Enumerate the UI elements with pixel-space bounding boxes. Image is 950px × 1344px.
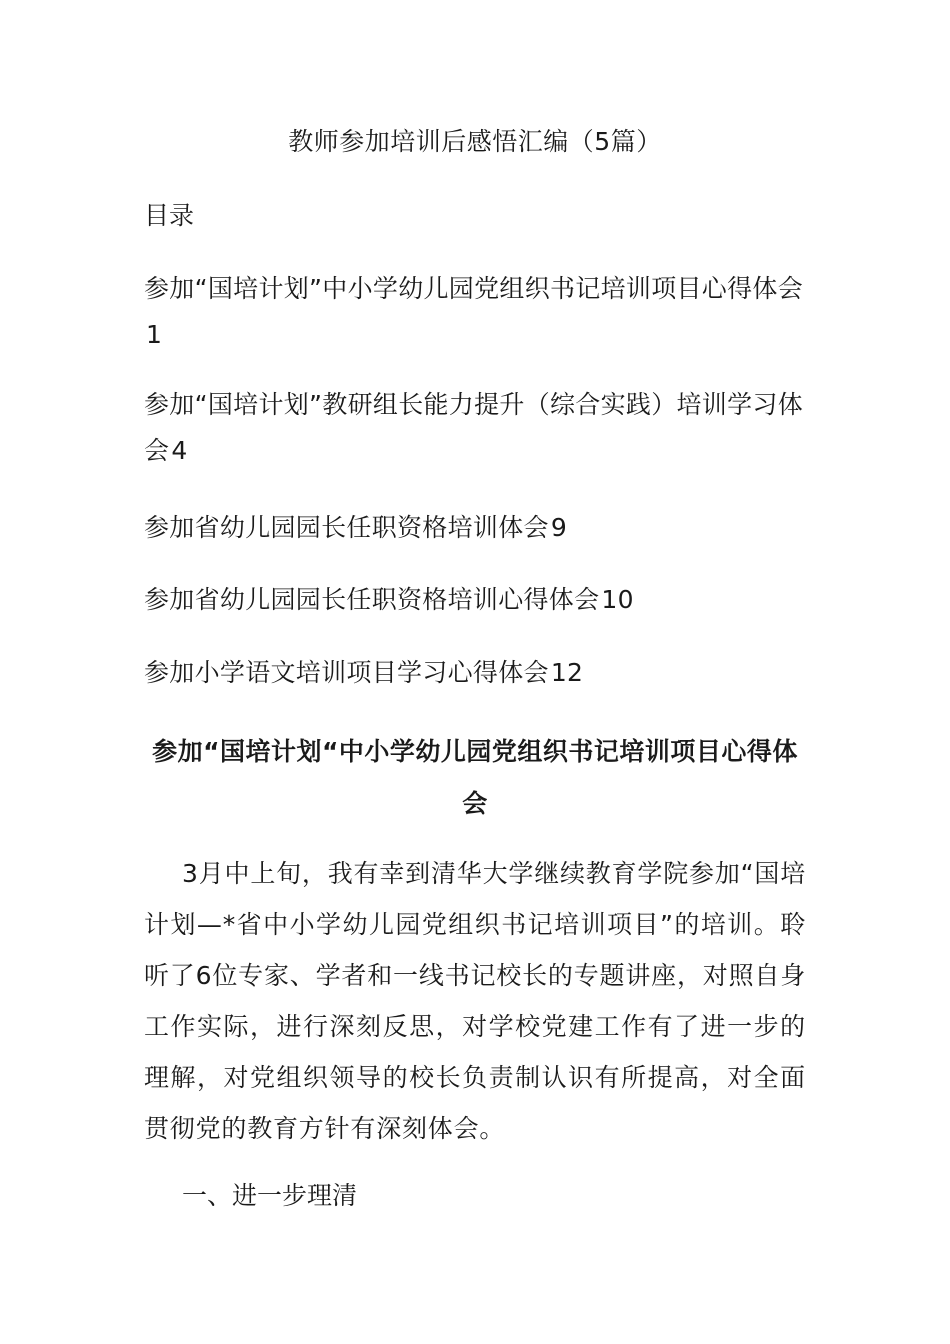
- toc-item[interactable]: [144, 650, 814, 696]
- toc-item-page: 9: [550, 513, 568, 542]
- toc-heading: 目录: [144, 201, 195, 230]
- toc-item-page: 1: [146, 320, 163, 349]
- toc-item-text: 参加省幼儿园园长任职资格培训心得体会: [144, 585, 600, 614]
- toc-item-page: 4: [171, 436, 188, 465]
- toc-item-text: 参加省幼儿园园长任职资格培训体会: [144, 513, 549, 542]
- toc-item-page: 10: [601, 585, 634, 614]
- section-title: 参加“国培计划“中小学幼儿园党组织书记培训项目心得体会: [152, 737, 798, 818]
- toc-item-text: 参加“国培计划”教研组长能力提升（综合实践）培训学习体会: [144, 390, 804, 465]
- toc-item[interactable]: [144, 382, 814, 474]
- toc-item-page: 12: [550, 658, 584, 687]
- document-title: 教师参加培训后感悟汇编（5篇）: [288, 127, 662, 156]
- toc-item-text: 参加“国培计划”中小学幼儿园党组织书记培训项目心得体会: [144, 274, 804, 303]
- toc-item[interactable]: [144, 505, 814, 551]
- toc-item-text: 参加小学语文培训项目学习心得体会: [144, 658, 549, 687]
- toc-item[interactable]: [144, 266, 814, 358]
- toc-item[interactable]: [144, 577, 814, 623]
- body-paragraph: 3月中上旬，我有幸到清华大学继续教育学院参加“国培计划—*省中小学幼儿园党组织书记培训项目”的培训。聆听了6位专家、学者和一线书记校长的专题讲座，对照自身工作实际，进行深刻反思，对学校党建工作有了进一步的理解，对党组织领导的校长负责制认识有所提高，对全面贯彻党的教育方针有深刻体会。: [144, 859, 806, 1143]
- subheading: 一、进一步理清: [182, 1181, 358, 1210]
